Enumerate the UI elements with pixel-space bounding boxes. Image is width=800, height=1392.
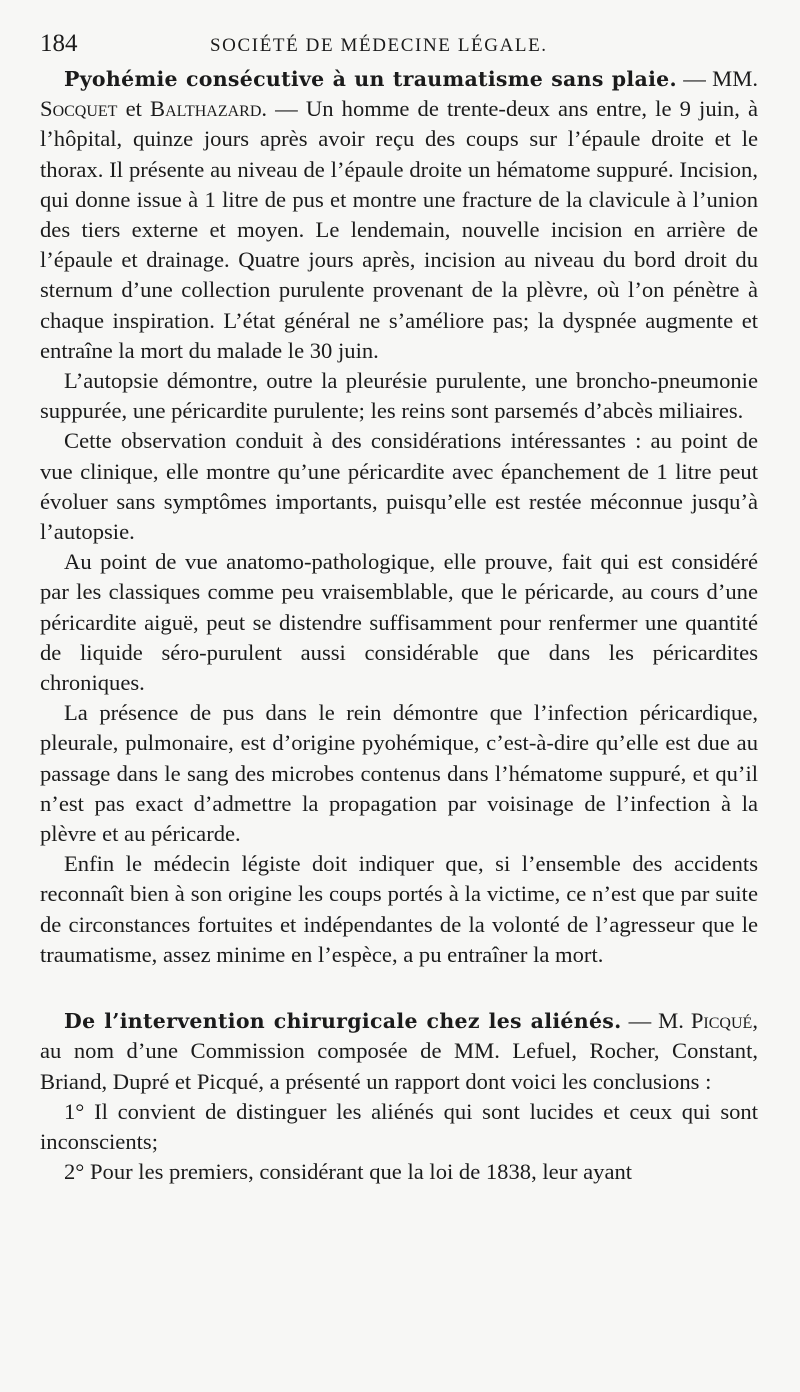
running-title: SOCIÉTÉ DE MÉDECINE LÉGALE.	[210, 35, 548, 56]
conclusion-item-1: 1° Il convient de distinguer les aliénés qui sont lucides et ceux qui sont inconscients;	[40, 1098, 758, 1154]
section2-title: De l’intervention chirurgicale chez les aliénés.	[64, 1009, 622, 1034]
section2-first-paragraph	[40, 1006, 758, 1097]
section-gap	[40, 970, 758, 1006]
section1-paragraph-clinical: Cette observation conduit à des considérations intéressantes : au point de vue clinique, elle montre qu’une péricardite avec épanchement de 1 litre peut évoluer sans symptômes importants, puisqu’elle est restée méconnue jusqu’à l’autopsie.	[40, 428, 758, 545]
section1-author-join: et	[117, 96, 151, 122]
section1-case-report: . — Un homme de trente-deux ans entre, le 9 juin, à l’hôpital, quinze jours après avoir reçu des coups sur l’épaule droite et le thorax. Il présente au niveau de l’épaule droite un hématome suppuré. Incision, qui donne issue à 1 litre de pus et montre une fracture de la clavicule à l’union des tiers externe et moyen. Le lendemain, nouvelle incision en arrière de l’épaule et drainage. Quatre jours après, incision au niveau du bord droit du sternum d’une collection purulente provenant de la plèvre, où l’on pénètre à chaque inspiration. L’état général ne s’améliore pas; la dyspnée augmente et entraîne la mort du malade le 30 juin.	[40, 96, 759, 363]
section1-author-balthazard: Balthazard	[150, 96, 262, 122]
section2-author: M. Picqué	[658, 1008, 753, 1034]
section1-paragraph-autopsy: L’autopsie démontre, outre la pleurésie purulente, une broncho-pneumonie suppurée, une péricardite purulente; les reins sont parsemés d’abcès miliaires.	[40, 368, 758, 424]
page-number: 184	[40, 30, 78, 57]
body-text	[40, 64, 758, 1187]
section1-title: Pyohémie consécutive à un traumatisme sans plaie.	[64, 67, 677, 91]
running-header	[40, 30, 758, 64]
section1-paragraph-anatomo: Au point de vue anatomo-pathologique, elle prouve, fait qui est considéré par les classiques comme peu vraisemblable, que le péricarde, au cours d’une péricardite aiguë, peut se distendre suffisamment pour renfermer une quantité de liquide séro-purulent aussi considérable que dans les péricardites chroniques.	[40, 549, 758, 696]
conclusion-item-2: 2° Pour les premiers, considérant que la loi de 1838, leur ayant	[64, 1159, 633, 1185]
section1-first-paragraph	[40, 64, 758, 366]
section1-paragraph-pus: La présence de pus dans le rein démontre que l’infection péricardique, pleurale, pulmonaire, est d’origine pyohémique, c’est-à-dire qu’elle est due au passage dans le sang des microbes contenus dans l’hématome suppuré, et qu’il n’est pas exact d’admettre la propagation par voisinage de l’infection à la plèvre et au péricarde.	[40, 700, 758, 847]
section1-author-prefix: — MM.	[676, 66, 758, 91]
section1-paragraph-conclusion: Enfin le médecin légiste doit indiquer que, si l’ensemble des accidents reconnaît bien à son origine les coups portés à la victime, ce n’est que par suite de circonstances fortuites et indépendantes de la volonté de l’agresseur que le traumatisme, assez minime en l’espèce, a pu entraîner la mort.	[40, 851, 758, 967]
section1-author-socquet: Socquet	[40, 96, 118, 122]
section2-title-dash: —	[621, 1008, 652, 1034]
section2-report-intro: , au nom d’une Commission composée de MM. Lefuel, Rocher, Constant, Briand, Dupré et Picqué, a présenté un rapport dont voici les conclusions :	[40, 1008, 758, 1094]
